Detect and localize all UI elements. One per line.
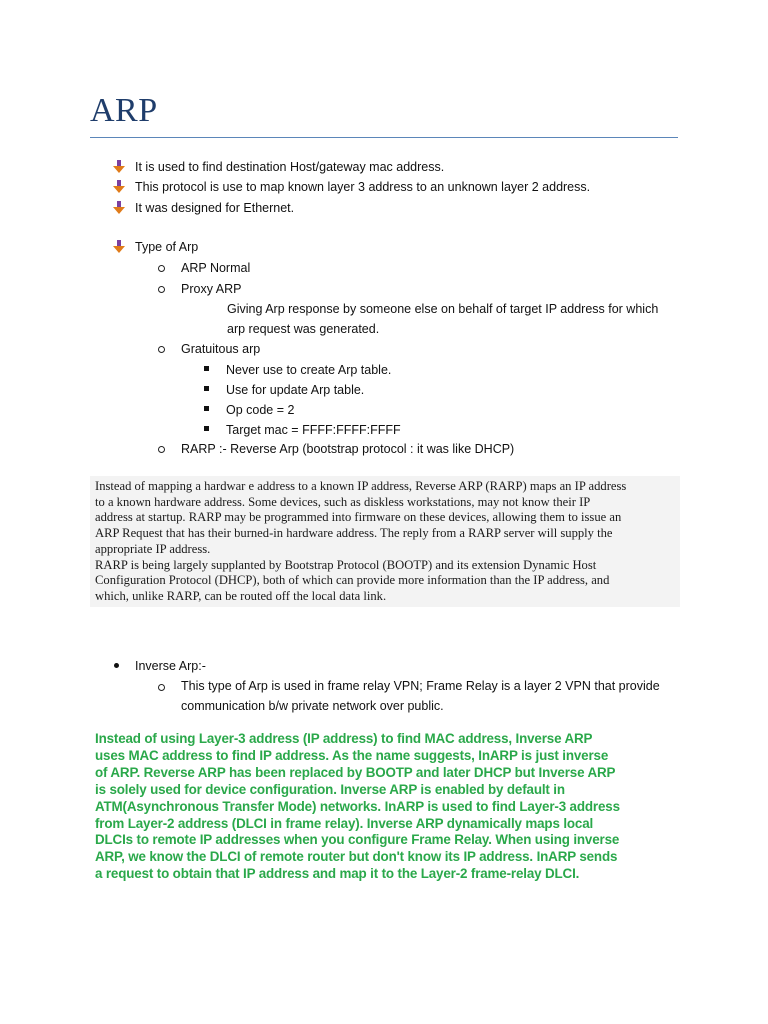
gratuitous-item: Target mac = FFFF:FFFF:FFFF xyxy=(226,423,401,437)
page-title: ARP xyxy=(90,92,158,129)
excerpt-line: address at startup. RARP may be programmed into firmware on these devices, allowing them to issue an xyxy=(95,510,622,525)
circle-bullet-icon xyxy=(158,265,165,272)
circle-bullet-icon xyxy=(158,684,165,691)
gratuitous-item: Op code = 2 xyxy=(226,403,295,417)
excerpt-line: from Layer-2 address (DLCI in frame relay). Inverse ARP dynamically maps local xyxy=(95,815,594,831)
dot-bullet-icon xyxy=(114,663,119,668)
inarp-excerpt-image xyxy=(90,727,680,881)
excerpt-line: of ARP. Reverse ARP has been replaced by BOOTP and later DHCP but Inverse ARP xyxy=(95,764,616,780)
type-item: Gratuitous arp xyxy=(181,342,261,356)
arrow-bullet-icon xyxy=(113,240,125,254)
circle-bullet-icon xyxy=(158,446,165,453)
square-bullet-icon xyxy=(204,386,209,391)
rarp-excerpt-image xyxy=(90,476,680,607)
excerpt-line: is solely used for device configuration. Inverse ARP is enabled by default in xyxy=(95,781,565,797)
excerpt-line: RARP is being largely supplanted by Bootstrap Protocol (BOOTP) and its extension Dynamic Host xyxy=(95,557,597,572)
circle-bullet-icon xyxy=(158,346,165,353)
type-item: RARP :- Reverse Arp (bootstrap protocol : it was like DHCP) xyxy=(181,442,515,456)
circle-bullet-icon xyxy=(158,286,165,293)
square-bullet-icon xyxy=(204,406,209,411)
title-divider xyxy=(90,137,678,138)
bullet-text: It was designed for Ethernet. xyxy=(135,201,295,215)
arrow-bullet-icon xyxy=(113,160,125,174)
inverse-heading: Inverse Arp:- xyxy=(135,659,206,673)
type-heading: Type of Arp xyxy=(135,240,199,254)
proxy-description: Giving Arp response by someone else on behalf of target IP address for which xyxy=(227,302,659,316)
excerpt-line: Instead of using Layer-3 address (IP address) to find MAC address, Inverse ARP xyxy=(95,731,593,746)
bullet-text: This protocol is use to map known layer 3 address to an unknown layer 2 address. xyxy=(135,180,591,194)
type-item: ARP Normal xyxy=(181,261,251,275)
excerpt-line: DLCIs to remote IP addresses when you configure Frame Relay. When using inverse xyxy=(95,832,620,848)
inverse-description: communication b/w private network over public. xyxy=(181,699,444,713)
inverse-description: This type of Arp is used in frame relay VPN; Frame Relay is a layer 2 VPN that provide xyxy=(181,679,660,693)
arrow-bullet-icon xyxy=(113,201,125,215)
excerpt-line: which, unlike RARP, can be routed off the local data link. xyxy=(95,588,387,603)
gratuitous-item: Never use to create Arp table. xyxy=(226,363,392,377)
square-bullet-icon xyxy=(204,366,209,371)
excerpt-line: ARP Request that has their burned-in hardware address. The reply from a RARP server will supply the xyxy=(95,526,613,541)
excerpt-line: appropriate IP address. xyxy=(95,541,211,556)
bullet-text: It is used to find destination Host/gateway mac address. xyxy=(135,160,445,174)
excerpt-line: Configuration Protocol (DHCP), both of which can provide more information than the IP address, and xyxy=(95,573,610,588)
gratuitous-item: Use for update Arp table. xyxy=(226,383,365,397)
excerpt-line: Instead of mapping a hardwar e address to a known IP address, Reverse ARP (RARP) maps an IP address xyxy=(95,479,627,493)
square-bullet-icon xyxy=(204,426,209,431)
arrow-bullet-icon xyxy=(113,180,125,194)
type-item: Proxy ARP xyxy=(181,282,242,296)
excerpt-line: ARP, we know the DLCI of remote router but don't know its IP address. InARP sends xyxy=(95,849,618,865)
proxy-description: arp request was generated. xyxy=(227,322,380,336)
excerpt-line: ATM(Asynchronous Transfer Mode) networks. InARP is used to find Layer-3 address xyxy=(95,798,620,814)
excerpt-line: uses MAC address to find IP address. As the name suggests, InARP is just inverse xyxy=(95,747,609,763)
excerpt-line: to a known hardware address. Some devices, such as diskless workstations, may not know their IP xyxy=(95,494,591,509)
excerpt-line: a request to obtain that IP address and map it to the Layer-2 frame-relay DLCI. xyxy=(95,866,580,882)
